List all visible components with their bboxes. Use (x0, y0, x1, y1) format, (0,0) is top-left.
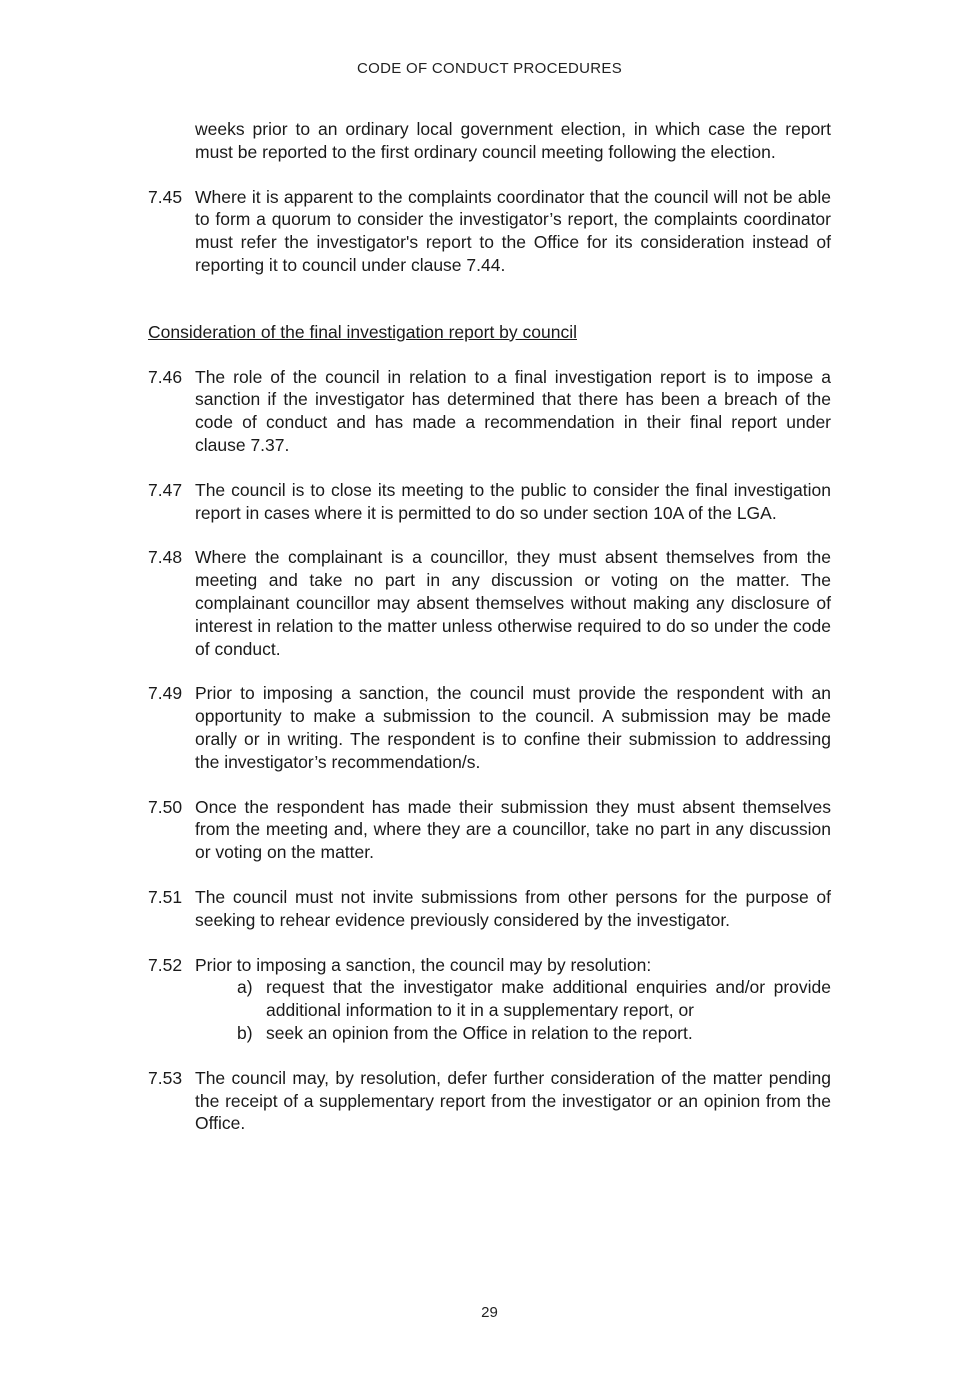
clause-number: 7.53 (148, 1067, 183, 1088)
clause-7-49 (148, 682, 831, 773)
clause-text: Once the respondent has made their submission they must absent themselves from the meeting and, where they are a councillor, take no part in any discussion or voting on the matter. (195, 796, 831, 863)
clause-number: 7.51 (148, 886, 183, 907)
clause-body (195, 954, 831, 1045)
clause-7-45 (148, 186, 831, 277)
clause-sublist (195, 976, 831, 1044)
clause-7-53 (148, 1067, 831, 1135)
clause-text: The council is to close its meeting to the public to consider the final investigation report in cases where it is permitted to do so under section 10A of the LGA. (195, 479, 831, 523)
page-number: 29 (481, 1304, 498, 1321)
clause-7-48 (148, 546, 831, 660)
list-item-marker: b) (237, 1022, 253, 1043)
list-item-text: request that the investigator make additional enquiries and/or provide additional information to it in a supplementary report, or (266, 977, 831, 1021)
clause-number: 7.50 (148, 796, 183, 817)
clause-7-47 (148, 479, 831, 525)
continuation-paragraph: weeks prior to an ordinary local government election, in which case the report must be reported to the first ordinary council meeting following the election. (195, 119, 831, 162)
clause-text: The council must not invite submissions from other persons for the purpose of seeking to rehear evidence previously considered by the investigator. (195, 886, 831, 930)
clause-text: The council may, by resolution, defer further consideration of the matter pending the receipt of a supplementary report from the investigator or an opinion from the Office. (195, 1067, 831, 1134)
page-header: CODE OF CONDUCT PROCEDURES (356, 60, 623, 77)
clause-number: 7.49 (148, 683, 183, 704)
clause-number: 7.47 (148, 479, 183, 500)
clause-7-52 (148, 954, 831, 1045)
clause-number: 7.45 (148, 186, 183, 207)
section-heading: Consideration of the final investigation report by council (148, 321, 577, 342)
clause-7-51 (148, 886, 831, 932)
clause-7-46 (148, 366, 831, 457)
clause-number: 7.52 (148, 954, 183, 975)
list-item (195, 1022, 831, 1045)
list-item (195, 976, 831, 1022)
document-body (148, 118, 831, 1157)
clause-text: Prior to imposing a sanction, the council may by resolution: (195, 954, 652, 975)
clause-text: Where it is apparent to the complaints coordinator that the council will not be able to form a quorum to consider the investigator’s report, the complaints coordinator must refer the investigator's report to the Office for its consideration instead of reporting it to council under clause 7.44. (195, 186, 831, 275)
clause-text: Prior to imposing a sanction, the council must provide the respondent with an opportunity to make a submission to the council. A submission may be made orally or in writing. The respondent is to confine their submission to addressing the investigator’s recommendation/s. (195, 683, 831, 772)
clause-7-50 (148, 796, 831, 864)
list-item-text: seek an opinion from the Office in relation to the report. (266, 1022, 693, 1043)
list-item-marker: a) (237, 977, 253, 998)
clause-number: 7.48 (148, 547, 183, 568)
clause-text: The role of the council in relation to a final investigation report is to impose a sanction if the investigator has determined that there has been a breach of the code of conduct and has made a recommendation in their final report under clause 7.37. (195, 366, 831, 455)
clause-text: Where the complainant is a councillor, they must absent themselves from the meeting and take no part in any discussion or voting on the matter. The complainant councillor may absent themselves without making any disclosure of interest in relation to the matter unless otherwise required to do so under the code of conduct. (195, 547, 831, 659)
clause-number: 7.46 (148, 366, 183, 387)
